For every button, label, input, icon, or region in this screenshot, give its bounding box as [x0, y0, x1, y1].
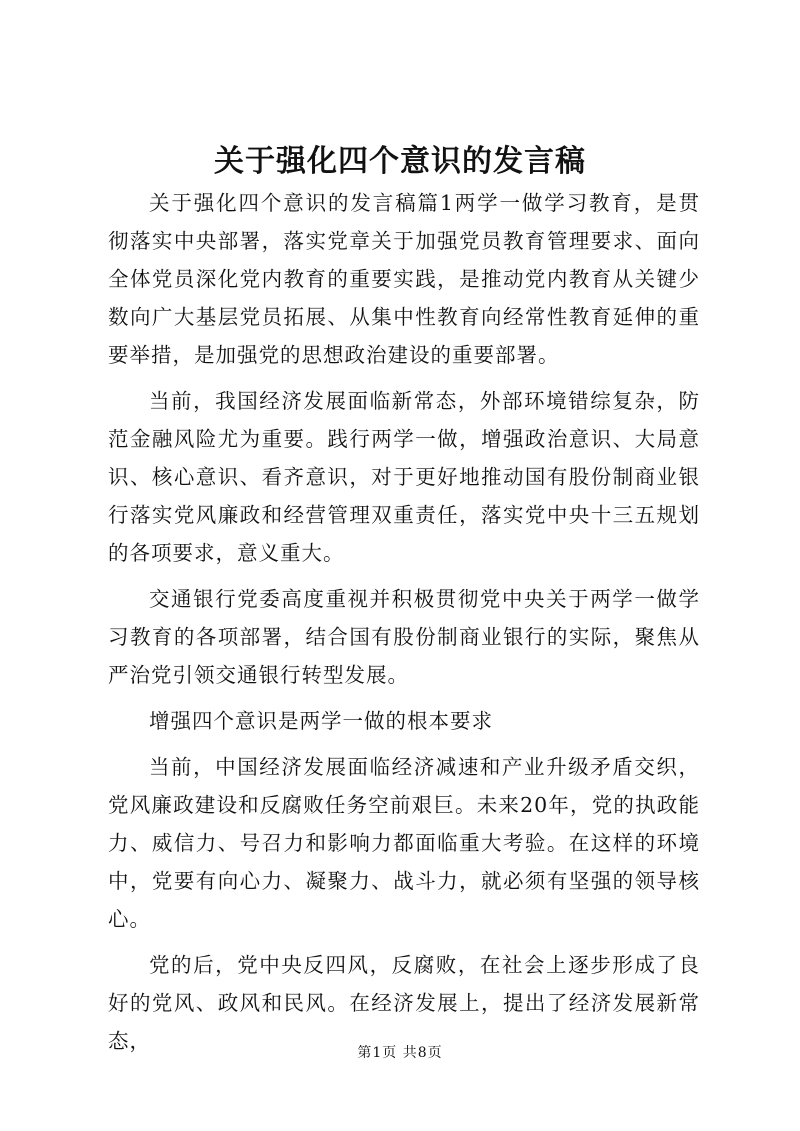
- document-title: 关于强化四个意识的发言稿: [214, 144, 586, 179]
- paragraph-3: 交通银行党委高度重视并积极贯彻党中央关于两学一做学习教育的各项部署，结合国有股份制商业银行的实际，聚焦从严治党引领交通银行转型发展。: [108, 587, 700, 687]
- page-footer: 第1页 共8页: [357, 1045, 443, 1061]
- document-body: [108, 184, 700, 1060]
- paragraph-1: 关于强化四个意识的发言稿篇1两学一做学习教育，是贯彻落实中央部署，落实党章关于加强党员教育管理要求、面向全体党员深化党内教育的重要实践，是推动党内教育从关键少数向广大基层党员拓展、从集中性教育向经常性教育延伸的重要举措，是加强党的思想政治建设的重要部署。: [108, 191, 700, 367]
- paragraph-2: 当前，我国经济发展面临新常态，外部环境错综复杂，防范金融风险尤为重要。践行两学一做，增强政治意识、大局意识、核心意识、看齐意识，对于更好地推动国有股份制商业银行落实党风廉政和经营管理双重责任，落实党中央十三五规划的各项要求，意义重大。: [108, 389, 700, 565]
- section-heading: 增强四个意识是两学一做的根本要求: [149, 709, 493, 733]
- paragraph-4: 当前，中国经济发展面临经济减速和产业升级矛盾交织，党风廉政建设和反腐败任务空前艰巨。未来20年，党的执政能力、威信力、号召力和影响力都面临重大考验。在这样的环境中，党要有向心力、凝聚力、战斗力，就必须有坚强的领导核心。: [108, 755, 700, 931]
- paragraph-5: 党的后，党中央反四风，反腐败，在社会上逐步形成了良好的党风、政风和民风。在经济发展上，提出了经济发展新常态，: [108, 953, 700, 1053]
